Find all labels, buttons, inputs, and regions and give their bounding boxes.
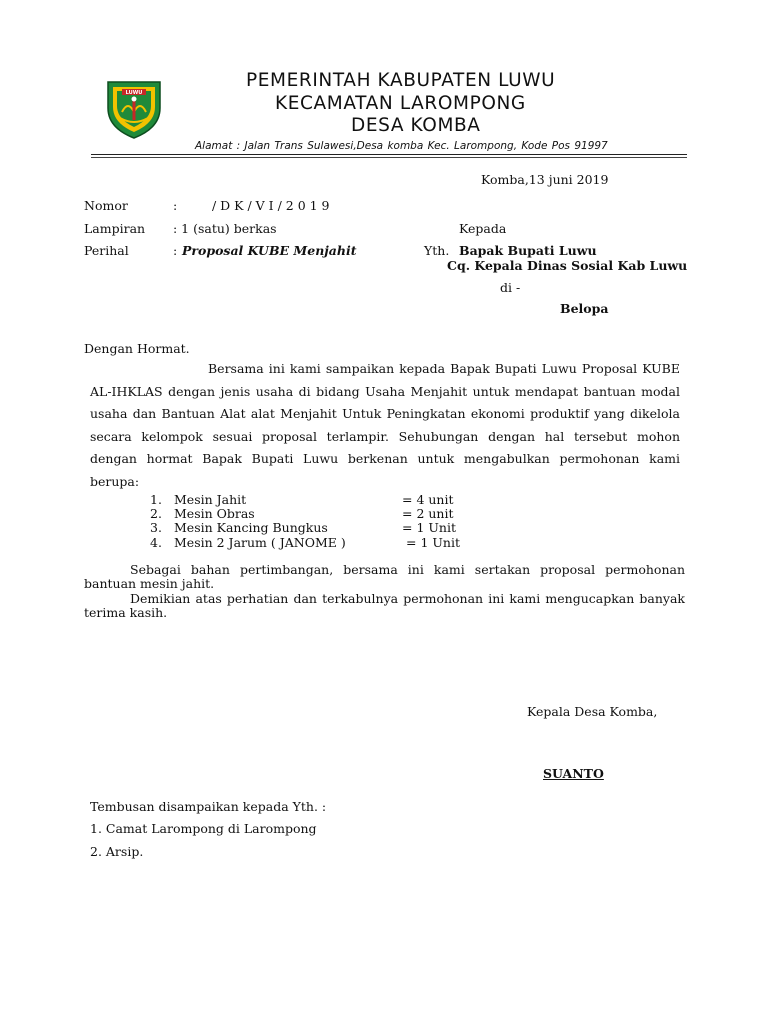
paragraph-request: Bersama ini kami sampaikan kepada Bapak Bupati Luwu Proposal KUBE AL-IHKLAS dengan jenis usaha di bidang Usaha Menjahit untuk mendapat bantuan modal usaha dan Bantuan Alat alat Menjahit Untuk Peningkatan ekonomi produktif yang dikelola secara kelompok sesuai proposal terlampir. Sehubungan dengan hal tersebut mohon dengan hormat Bapak Bupati Luwu berkenan untuk mengabulkan permohonan kami berupa: [90, 361, 680, 489]
cc-item: 1. Camat Larompong di Larompong [90, 821, 317, 836]
nomor-label: Nomor [84, 198, 128, 213]
perihal-label: Perihal [84, 243, 129, 258]
nomor-colon: : [173, 198, 178, 213]
recipient-name: Bapak Bupati Luwu [459, 243, 597, 258]
item-number: 4. [150, 535, 162, 550]
cc-heading: Tembusan disampaikan kepada Yth. : [90, 799, 327, 814]
greeting: Dengan Hormat. [84, 341, 190, 356]
letter-date: Komba,13 juni 2019 [481, 172, 609, 187]
item-quantity: = 1 Unit [402, 520, 456, 535]
signature-name: SUANTO [543, 766, 604, 781]
recipient-cq: Cq. Kepala Dinas Sosial Kab Luwu [447, 258, 688, 273]
item-name: Mesin Kancing Bungkus [174, 520, 328, 535]
item-number: 1. [150, 492, 162, 507]
perihal-value: Proposal KUBE Menjahit [182, 243, 357, 258]
item-name: Mesin Obras [174, 506, 255, 521]
letterhead-rule-thin [91, 157, 687, 158]
letterhead-line-3: DESA KOMBA [351, 115, 481, 136]
letterhead-line-2: KECAMATAN LAROMPONG [275, 93, 526, 114]
recipient-kepada: Kepada [459, 221, 507, 236]
recipient-place: Belopa [560, 301, 609, 316]
regency-logo [104, 78, 164, 140]
item-quantity: = 4 unit [402, 492, 454, 507]
perihal-colon: : [173, 243, 178, 258]
letterhead-rule [91, 154, 687, 155]
recipient-yth: Yth. [424, 243, 450, 258]
item-number: 2. [150, 506, 162, 521]
item-name: Mesin Jahit [174, 492, 247, 507]
lampiran-value: : 1 (satu) berkas [173, 221, 277, 236]
item-number: 3. [150, 520, 162, 535]
item-quantity: = 1 Unit [406, 535, 460, 550]
item-name: Mesin 2 Jarum ( JANOME ) [174, 535, 346, 550]
letterhead-line-1: PEMERINTAH KABUPATEN LUWU [246, 70, 556, 91]
paragraph-closing: Demikian atas perhatian dan terkabulnya permohonan ini kami mengucapkan banyak terima kasih. [84, 591, 685, 620]
recipient-di: di - [500, 280, 521, 295]
logo-lettering: LUWU [125, 90, 143, 96]
signature-title: Kepala Desa Komba, [527, 704, 658, 719]
cc-item: 2. Arsip. [90, 844, 144, 859]
item-quantity: = 2 unit [402, 506, 454, 521]
paragraph-consideration: Sebagai bahan pertimbangan, bersama ini kami sertakan proposal permohonan bantuan mesin jahit. [84, 562, 685, 591]
lampiran-label: Lampiran [84, 221, 146, 236]
letterhead-address: Alamat : Jalan Trans Sulawesi,Desa komba Kec. Larompong, Kode Pos 91997 [195, 140, 608, 152]
nomor-value: / D K / V I / 2 0 1 9 [212, 198, 330, 213]
